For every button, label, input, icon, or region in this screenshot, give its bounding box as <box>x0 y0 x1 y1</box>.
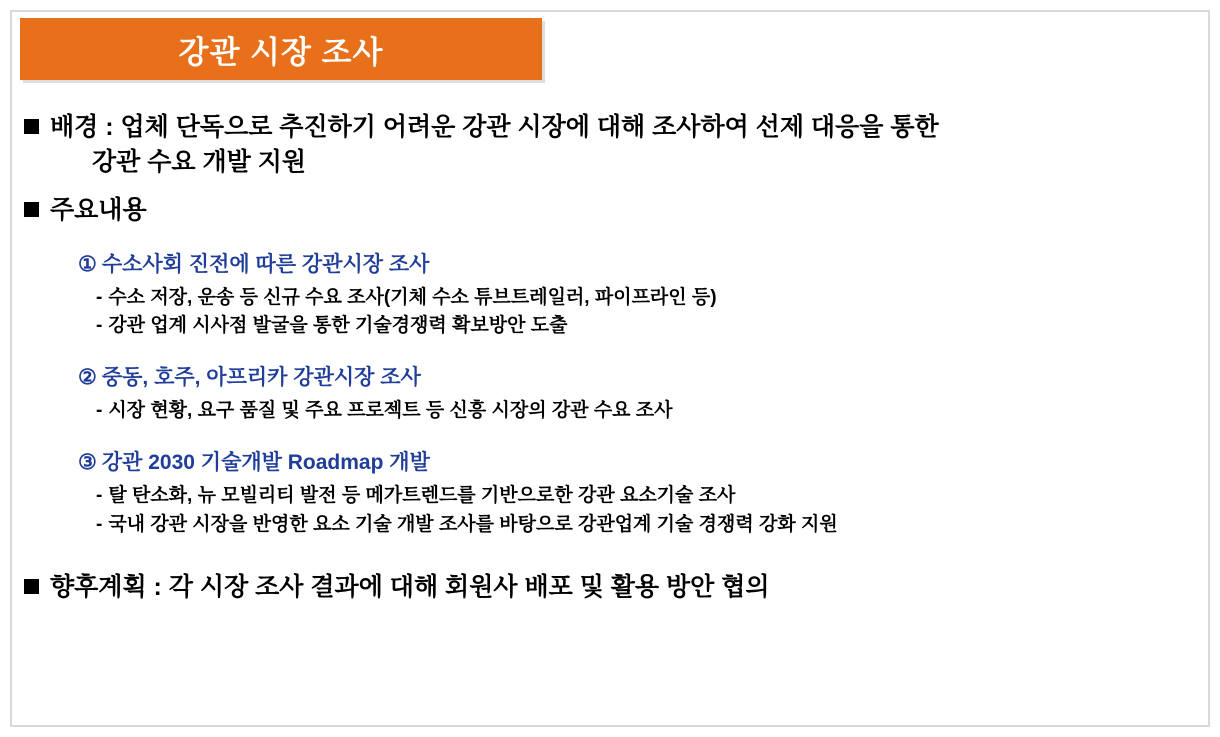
section-main-contents-text <box>50 193 147 228</box>
group-2-heading <box>78 361 1200 391</box>
group-2-number: ② <box>78 366 97 390</box>
section-main-contents-label: 주요내용 <box>50 196 147 224</box>
section-future-plan <box>24 570 1200 605</box>
section-future-plan-line1: 향후계획 : 각 시장 조사 결과에 대해 회원사 배포 및 활용 방안 협의 <box>50 572 770 601</box>
square-bullet-icon <box>24 202 39 217</box>
group-1-item-2-text: 강관 업계 시사점 발굴을 통한 기술경쟁력 확보방안 도출 <box>108 315 568 337</box>
group-3-item-1 <box>78 482 1200 511</box>
section-background <box>24 110 1200 179</box>
group-1-item-1 <box>78 284 1200 313</box>
group-3-item-2-text: 국내 강관 시장을 반영한 요소 기술 개발 조사를 바탕으로 강관업계 기술 경쟁력 강화 지원 <box>108 514 838 535</box>
group-1-heading <box>78 248 1200 278</box>
group-2-item-1 <box>78 397 1200 426</box>
group-3-heading <box>78 446 1200 476</box>
section-background-line2: 강관 수요 개발 지원 <box>92 147 307 176</box>
group-item-1 <box>24 248 1200 342</box>
page-title: 강관 시장 조사 <box>178 34 384 70</box>
square-bullet-icon <box>24 119 39 134</box>
group-1-number: ① <box>78 252 97 276</box>
group-2-title: 중동, 호주, 아프리카 강관시장 조사 <box>101 366 421 390</box>
dash-icon: - <box>96 400 103 422</box>
dash-icon: - <box>96 485 103 507</box>
group-3-item-2 <box>78 511 1200 540</box>
group-1-item-1-text: 수소 저장, 운송 등 신규 수요 조사(기체 수소 튜브트레일러, 파이프라인 등) <box>108 286 717 308</box>
group-1-title: 수소사회 진전에 따른 강관시장 조사 <box>101 252 430 276</box>
group-item-2 <box>24 361 1200 426</box>
slide-title-banner <box>20 18 542 80</box>
group-2-item-1-text: 시장 현황, 요구 품질 및 주요 프로젝트 등 신흥 시장의 강관 수요 조사 <box>108 400 673 422</box>
group-3-number: ③ <box>78 451 97 475</box>
section-main-contents <box>24 193 1200 228</box>
section-background-line1: 배경 : 업체 단독으로 추진하기 어려운 강관 시장에 대해 조사하여 선제 대응을 통한 <box>50 113 939 141</box>
group-1-item-2 <box>78 312 1200 341</box>
dash-icon: - <box>96 286 103 308</box>
group-3-title: 강관 2030 기술개발 Roadmap 개발 <box>101 451 430 475</box>
group-item-3 <box>24 446 1200 540</box>
slide-content <box>24 96 1200 604</box>
dash-icon: - <box>96 315 103 337</box>
section-background-text <box>50 110 939 179</box>
section-future-plan-text <box>50 570 770 605</box>
group-3-item-1-text: 탈 탄소화, 뉴 모빌리티 발전 등 메가트렌드를 기반으로한 강관 요소기술 조사 <box>108 485 736 507</box>
square-bullet-icon <box>24 579 39 594</box>
dash-icon: - <box>96 514 103 535</box>
